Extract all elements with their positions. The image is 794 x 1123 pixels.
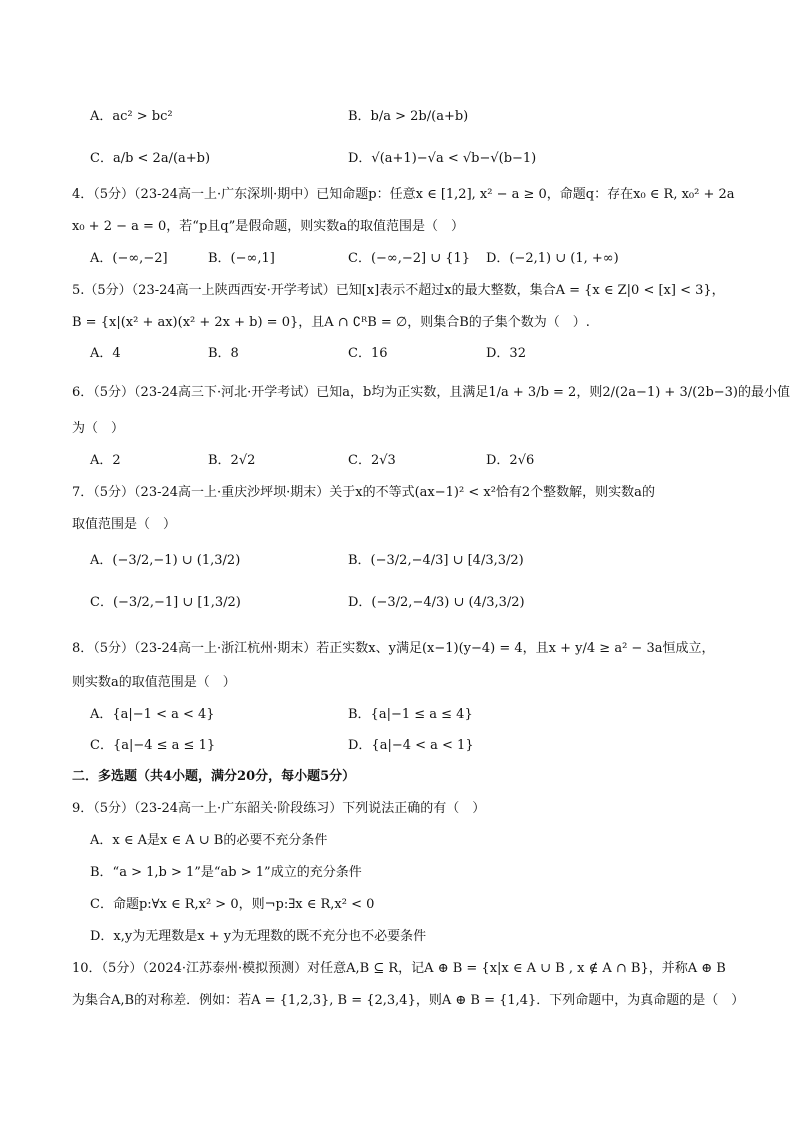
- q8-option-b: B．{a|−1 ≤ a ≤ 4}: [348, 707, 473, 722]
- q4-option-b: B．(−∞,1]: [208, 251, 275, 266]
- q8-option-c: C．{a|−4 ≤ a ≤ 1}: [90, 738, 216, 753]
- q9-stem-line1: 9．（5分）（23-24高一上·广东韶关·阶段练习）下列说法正确的有（ ）: [72, 801, 486, 816]
- q3-option-c: C．a/b < 2a/(a+b): [90, 151, 211, 166]
- q4-option-a: A．(−∞,−2]: [90, 251, 168, 266]
- q9-option-b: B．“a > 1,b > 1”是“ab > 1”成立的充分条件: [90, 865, 362, 880]
- q7-option-d: D．(−3/2,−4/3) ∪ (4/3,3/2): [348, 595, 525, 610]
- q4-stem-line2: x₀ + 2 − a = 0，若“p且q”是假命题，则实数a的取值范围是（ ）: [72, 219, 464, 234]
- q6-option-d: D．2√6: [486, 453, 535, 468]
- q3-option-b: B．b/a > 2b/(a+b): [348, 109, 469, 124]
- q10-stem-line1: 10．（5分）（2024·江苏泰州·模拟预测）对任意A,B ⊆ R，记A ⊕ B = {x|x ∈ A ∪ B , x ∉ A ∩ B}，并称A ⊕ B: [72, 961, 726, 976]
- q5-stem-line2: B = {x|(x² + ax)(x² + 2x + b) = 0}，且A ∩ ∁ᴿB = ∅，则集合B的子集个数为（ ）.: [72, 315, 590, 330]
- q9-option-a: A．x ∈ A是x ∈ A ∪ B的必要不充分条件: [90, 833, 328, 848]
- q8-stem-line1: 8．（5分）（23-24高一上·浙江杭州·期末）若正实数x、y满足(x−1)(y−4) = 4，且x + y/4 ≥ a² − 3a恒成立，: [72, 641, 715, 656]
- q8-stem-line2: 则实数a的取值范围是（ ）: [72, 675, 236, 690]
- q6-option-b: B．2√2: [208, 453, 256, 468]
- section-heading-multiple-choice: 二．多选题（共4小题，满分20分，每小题5分）: [72, 769, 356, 784]
- q9-option-d: D．x,y为无理数是x + y为无理数的既不充分也不必要条件: [90, 929, 427, 944]
- q8-option-a: A．{a|−1 < a < 4}: [90, 707, 215, 722]
- q5-option-d: D．32: [486, 346, 526, 361]
- q3-option-a: A．ac² > bc²: [90, 109, 173, 124]
- q6-option-a: A．2: [90, 453, 121, 468]
- q6-stem-line1: 6．（5分）（23-24高三下·河北·开学考试）已知a，b均为正实数，且满足1/a + 3/b = 2，则2/(2a−1) + 3/(2b−3)的最小值: [72, 385, 791, 400]
- q7-option-c: C．(−3/2,−1] ∪ [1,3/2): [90, 595, 241, 610]
- q4-option-d: D．(−2,1) ∪ (1, +∞): [486, 251, 619, 266]
- q5-stem-line1: 5.（5分）（23-24高一上陕西西安·开学考试）已知[x]表示不超过x的最大整数，集合A = {x ∈ Z|0 < [x] < 3}，: [72, 283, 725, 298]
- q7-stem-line2: 取值范围是（ ）: [72, 517, 177, 532]
- q4-stem-line1: 4．（5分）（23-24高一上·广东深圳·期中）已知命题p：任意x ∈ [1,2], x² − a ≥ 0，命题q：存在x₀ ∈ R, x₀² + 2a: [72, 187, 735, 202]
- q5-option-c: C．16: [348, 346, 388, 361]
- q6-option-c: C．2√3: [348, 453, 396, 468]
- q5-option-a: A．4: [90, 346, 121, 361]
- q6-stem-line2: 为（ ）: [72, 421, 125, 436]
- q7-option-a: A．(−3/2,−1) ∪ (1,3/2): [90, 553, 241, 568]
- q7-stem-line1: 7．（5分）（23-24高一上·重庆沙坪坝·期末）关于x的不等式(ax−1)² < x²恰有2个整数解，则实数a的: [72, 485, 655, 500]
- q5-option-b: B．8: [208, 346, 239, 361]
- q8-option-d: D．{a|−4 < a < 1}: [348, 738, 474, 753]
- q4-option-c: C．(−∞,−2] ∪ {1}: [348, 251, 471, 266]
- q7-option-b: B．(−3/2,−4/3] ∪ [4/3,3/2): [348, 553, 524, 568]
- q10-stem-line2: 为集合A,B的对称差．例如：若A = {1,2,3}, B = {2,3,4}，则A ⊕ B = {1,4}．下列命题中，为真命题的是（ ）: [72, 993, 745, 1008]
- q3-option-d: D．√(a+1)−√a < √b−√(b−1): [348, 151, 537, 166]
- q9-option-c: C．命题p:∀x ∈ R,x² > 0，则¬p:∃x ∈ R,x² < 0: [90, 897, 375, 912]
